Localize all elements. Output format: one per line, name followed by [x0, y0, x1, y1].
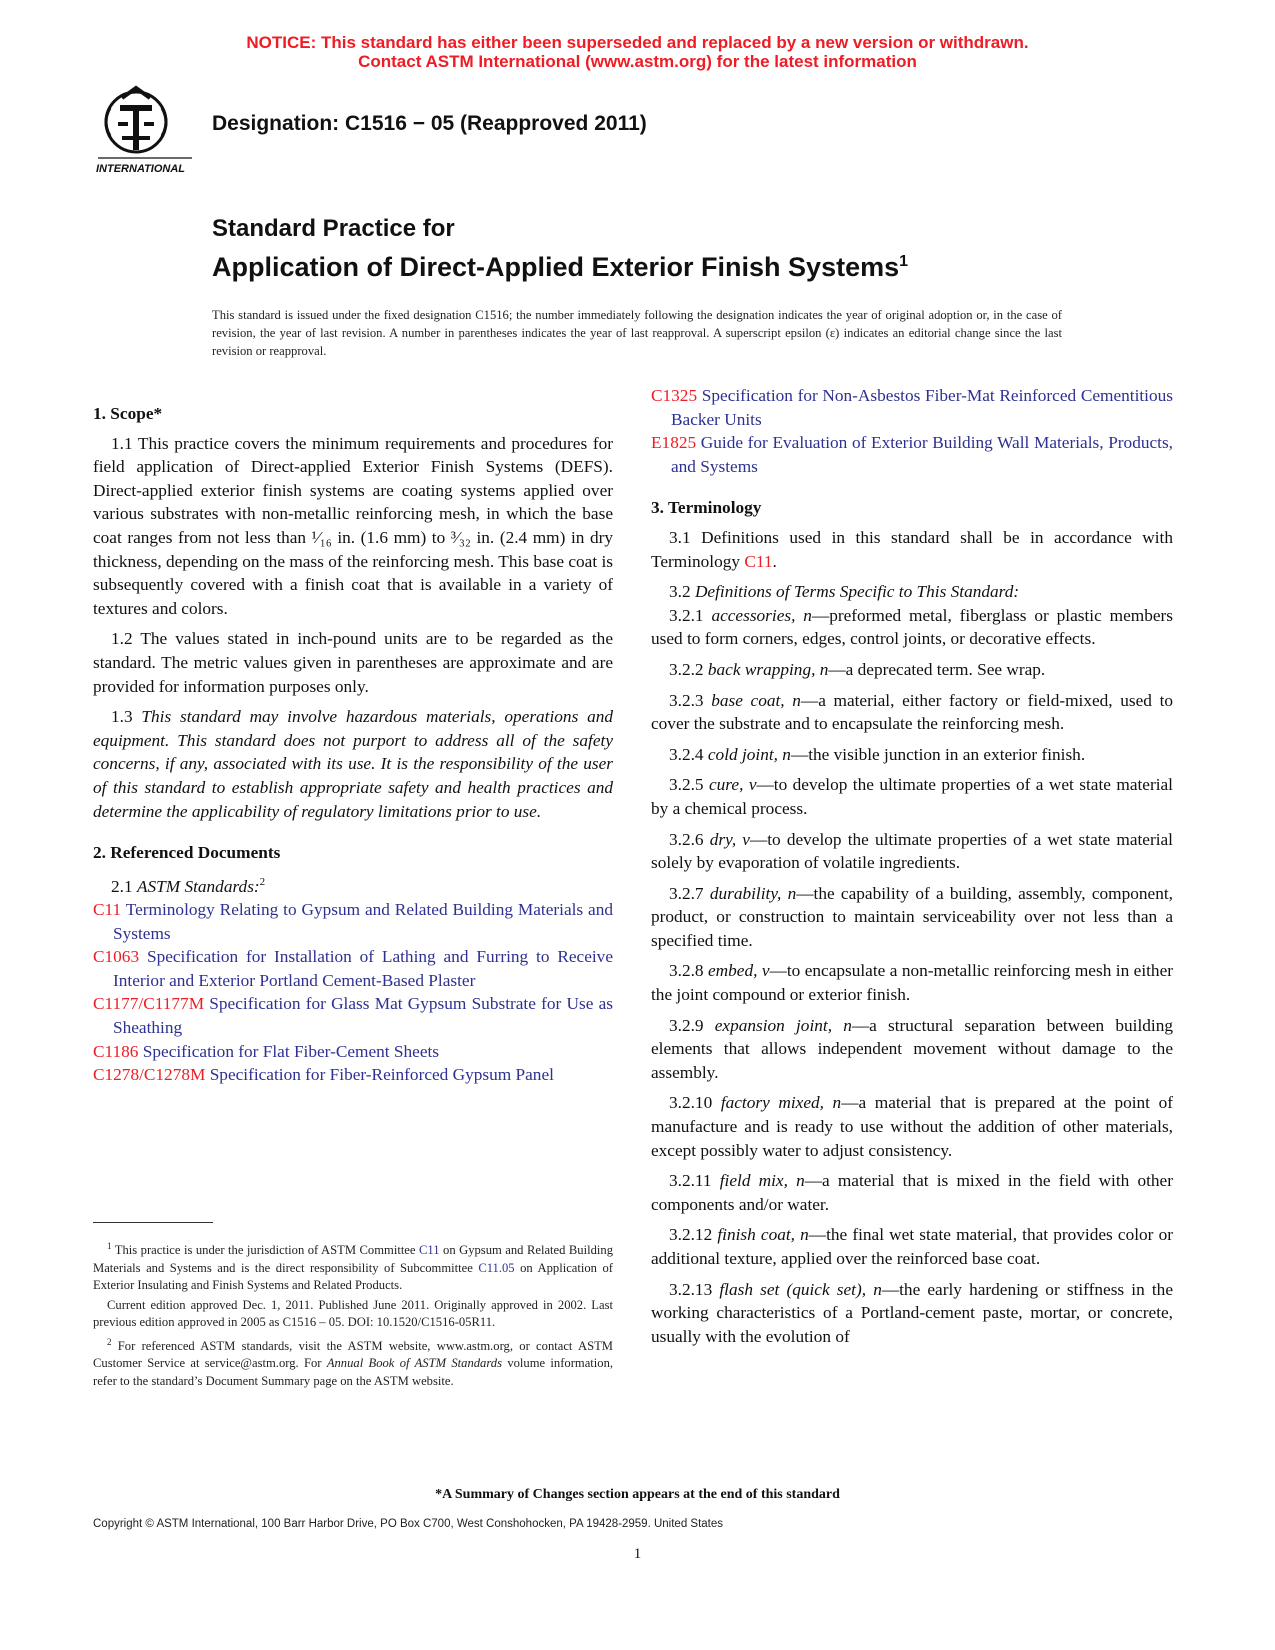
reference-title[interactable]: Specification for Glass Mat Gypsum Substrate for Use as Sheathing [113, 994, 613, 1038]
reference-title[interactable]: Terminology Relating to Gypsum and Related Building Materials and Systems [113, 900, 613, 943]
reference-title[interactable]: Guide for Evaluation of Exterior Building Wall Materials, Products, and Systems [671, 433, 1173, 476]
scope-1-1: 1.1 This practice covers the minimum requirements and procedures for field application of Direct-applied Exterior Finish Systems (DEFS). Direct-applied exterior finish systems are coating systems applied over various substrates with non-metallic reinforcing mesh, in which the base coat ranges from not less than ¹⁄₁₆ in. (1.6 mm) to ³⁄₃₂ in. (2.4 mm) in dry thickness, depending on the mass of the reinforcing mesh. This base coat is subsequently covered with a finish coat that is available in a variety of textures and colors. [93, 433, 613, 618]
subcommittee-link[interactable]: C11.05 [478, 1260, 515, 1275]
footnotes [93, 1238, 613, 1392]
term-name: embed, v [708, 961, 770, 981]
references-subheading: 2.1 ASTM Standards:$^2$ [111, 875, 266, 896]
reference-title[interactable]: Specification for Fiber-Reinforced Gypsum Panel [209, 1065, 554, 1085]
term-name: back wrapping, n [707, 659, 829, 679]
left-column [93, 402, 613, 1087]
scope-heading: 1. Scope* [93, 404, 163, 423]
term-definition: 3.2.4 cold joint, n—the visible junction in an exterior finish. [669, 744, 1086, 764]
term-name: dry, v [709, 829, 750, 849]
term-definition: 3.2.10 factory mixed, n—a material that is prepared at the point of manufacture and is ready to use without the addition of other materials, except possibly water to adjust consistency. [651, 1093, 1173, 1160]
reference-title[interactable]: Specification for Non-Asbestos Fiber-Mat Reinforced Cementitious Backer Units [671, 386, 1173, 429]
notice-line-2: Contact ASTM International (www.astm.org) for the latest information [358, 52, 917, 71]
document-title [212, 214, 908, 285]
reference-item[interactable] [93, 898, 613, 945]
term-definition: 3.2.2 back wrapping, n—a deprecated term. See wrap. [669, 659, 1046, 679]
footnote-1: $^1$ This practice is under the jurisdiction of ASTM Committee C11 on Gypsum and Related Building Materials and Systems and is the direct responsibility of Subcommittee C11.05 on Application of Exterior Insulating and Finish Systems and Related Products. [93, 1241, 613, 1293]
page-number: 1 [633, 1546, 642, 1562]
term-name: flash set (quick set), n [719, 1279, 882, 1299]
scope-1-3 [93, 705, 613, 823]
reference-item[interactable] [651, 384, 1173, 431]
issue-note: This standard is issued under the fixed designation C1516; the number immediately following the designation indicates the year of original adoption or, in the case of revision, the year of last revision. A number in parentheses indicates the year of last reapproval. A superscript epsilon (ε) indicates an editorial change since the last revision or reapproval. [212, 308, 1062, 358]
title-text: Application of Direct-Applied Exterior Finish Systems [212, 252, 900, 282]
reference-code[interactable]: C1063 [93, 947, 140, 967]
reference-item[interactable] [93, 1063, 613, 1087]
footnote-2: $^2$ For referenced ASTM standards, visit the ASTM website, www.astm.org, or contact ASTM Customer Service at service@astm.org. For Annual Book of ASTM Standards volume information, refer to the standard’s Document Summary page on the ASTM website. [93, 1336, 614, 1388]
term-definition: 3.2.8 embed, v—to encapsulate a non-metallic reinforcing mesh in either the joint compound or exterior finish. [651, 961, 1174, 1005]
committee-link[interactable]: C11 [419, 1243, 440, 1258]
logo-label: INTERNATIONAL [96, 163, 186, 175]
terminology-heading: 3. Terminology [651, 498, 762, 518]
term-name: cure, v [709, 775, 757, 795]
term-definition: 3.2.6 dry, v—to develop the ultimate properties of a wet state material solely by evaporation of volatile ingredients. [651, 829, 1173, 873]
term-definition: 3.2.13 flash set (quick set), n—the early hardening or stiffness in the working characteristics of a Portland-cement paste, mortar, or concrete, usually with the evolution of [651, 1279, 1173, 1346]
term-definition: 3.2.11 field mix, n—a material that is mixed in the field with other components and/or water. [651, 1171, 1173, 1214]
title-line-1: Standard Practice for [212, 215, 455, 242]
term-name: field mix, n [719, 1171, 805, 1191]
astm-logo-icon [92, 84, 200, 176]
right-column [651, 386, 1174, 1355]
footnote-1-edition: Current edition approved Dec. 1, 2011. Published June 2011. Originally approved in 2002. Last previous edition approved in 2005 as C1516 – 05. DOI: 10.1520/C1516-05R11. [93, 1297, 613, 1330]
title-line-2 [212, 244, 908, 285]
withdrawal-notice [0, 33, 1275, 71]
terminology-link-c11[interactable]: C11 [744, 551, 773, 571]
title-footnote-mark: 1 [899, 253, 909, 270]
reference-code[interactable]: C1186 [93, 1041, 139, 1061]
term-name: expansion joint, n [714, 1015, 852, 1035]
scope-1-3-text: This standard may involve hazardous materials, operations and equipment. This standard does not purport to address all of the safety concerns, if any, associated with its use. It is the responsibility of the user of this standard to establish appropriate safety and health practices and determine the applicability of regulatory limitations prior to use. [93, 707, 613, 821]
terminology-3-2: 3.2 Definitions of Terms Specific to This Standard: [669, 582, 1020, 602]
term-name: durability, n [709, 883, 797, 903]
notice-line-1: NOTICE: This standard has either been superseded and replaced by a new version or withdrawn. [246, 33, 1029, 52]
term-definition: 3.2.12 finish coat, n—the final wet state material, that provides color or additional texture, applied over the reinforced base coat. [651, 1225, 1173, 1268]
scope-1-2: 1.2 The values stated in inch-pound units are to be regarded as the standard. The metric values given in parentheses are approximate and are provided for information purposes only. [93, 629, 613, 696]
references-heading: 2. Referenced Documents [93, 843, 281, 863]
term-name: cold joint, n [707, 744, 791, 764]
astm-logo [92, 84, 200, 176]
term-definition: 3.2.1 accessories, n—preformed metal, fiberglass or plastic members used to form corners, edges, control joints, or decorative effects. [651, 605, 1173, 649]
reference-code[interactable]: C1278/C1278M [93, 1065, 206, 1085]
reference-code[interactable]: C11 [93, 900, 122, 920]
reference-item[interactable] [651, 431, 1173, 478]
copyright: Copyright © ASTM International, 100 Barr Harbor Drive, PO Box C700, West Conshohocken, PA 19428-2959. United States [93, 1518, 724, 1530]
reference-item[interactable] [93, 992, 613, 1039]
reference-title[interactable]: Specification for Installation of Lathing and Furring to Receive Interior and Exterior Portland Cement-Based Plaster [113, 947, 613, 990]
terminology-3-1: 3.1 Definitions used in this standard shall be in accordance with Terminology C11. [651, 527, 1173, 571]
scope-1-3-number: 1.3 [111, 707, 133, 727]
reference-title[interactable]: Specification for Flat Fiber-Cement Sheets [142, 1041, 440, 1061]
footnote-divider [93, 1222, 213, 1223]
reference-item[interactable] [93, 1040, 613, 1064]
reference-code[interactable]: C1177/C1177M [93, 994, 205, 1014]
term-name: finish coat, n [717, 1225, 809, 1245]
summary-of-changes-note: *A Summary of Changes section appears at the end of this standard [435, 1487, 840, 1502]
term-definition: 3.2.3 base coat, n—a material, either factory or field-mixed, used to cover the substrate and to encapsulate the reinforcing mesh. [651, 690, 1174, 734]
term-name: factory mixed, n [720, 1093, 842, 1113]
term-name: accessories, n [711, 605, 812, 625]
designation: Designation: C1516 − 05 (Reapproved 2011) [212, 112, 647, 135]
term-definition: 3.2.5 cure, v—to develop the ultimate properties of a wet state material by a chemical process. [651, 775, 1173, 818]
term-name: base coat, n [711, 690, 801, 710]
reference-code[interactable]: E1825 [651, 433, 697, 453]
reference-code[interactable]: C1325 [651, 386, 698, 405]
term-definition: 3.2.7 durability, n—the capability of a building, assembly, component, product, or construction to maintain serviceability over not less than a specified time. [651, 883, 1173, 950]
reference-item[interactable] [93, 945, 613, 992]
term-definition: 3.2.9 expansion joint, n—a structural separation between building elements that allows independent movement without damage to the assembly. [651, 1015, 1173, 1082]
